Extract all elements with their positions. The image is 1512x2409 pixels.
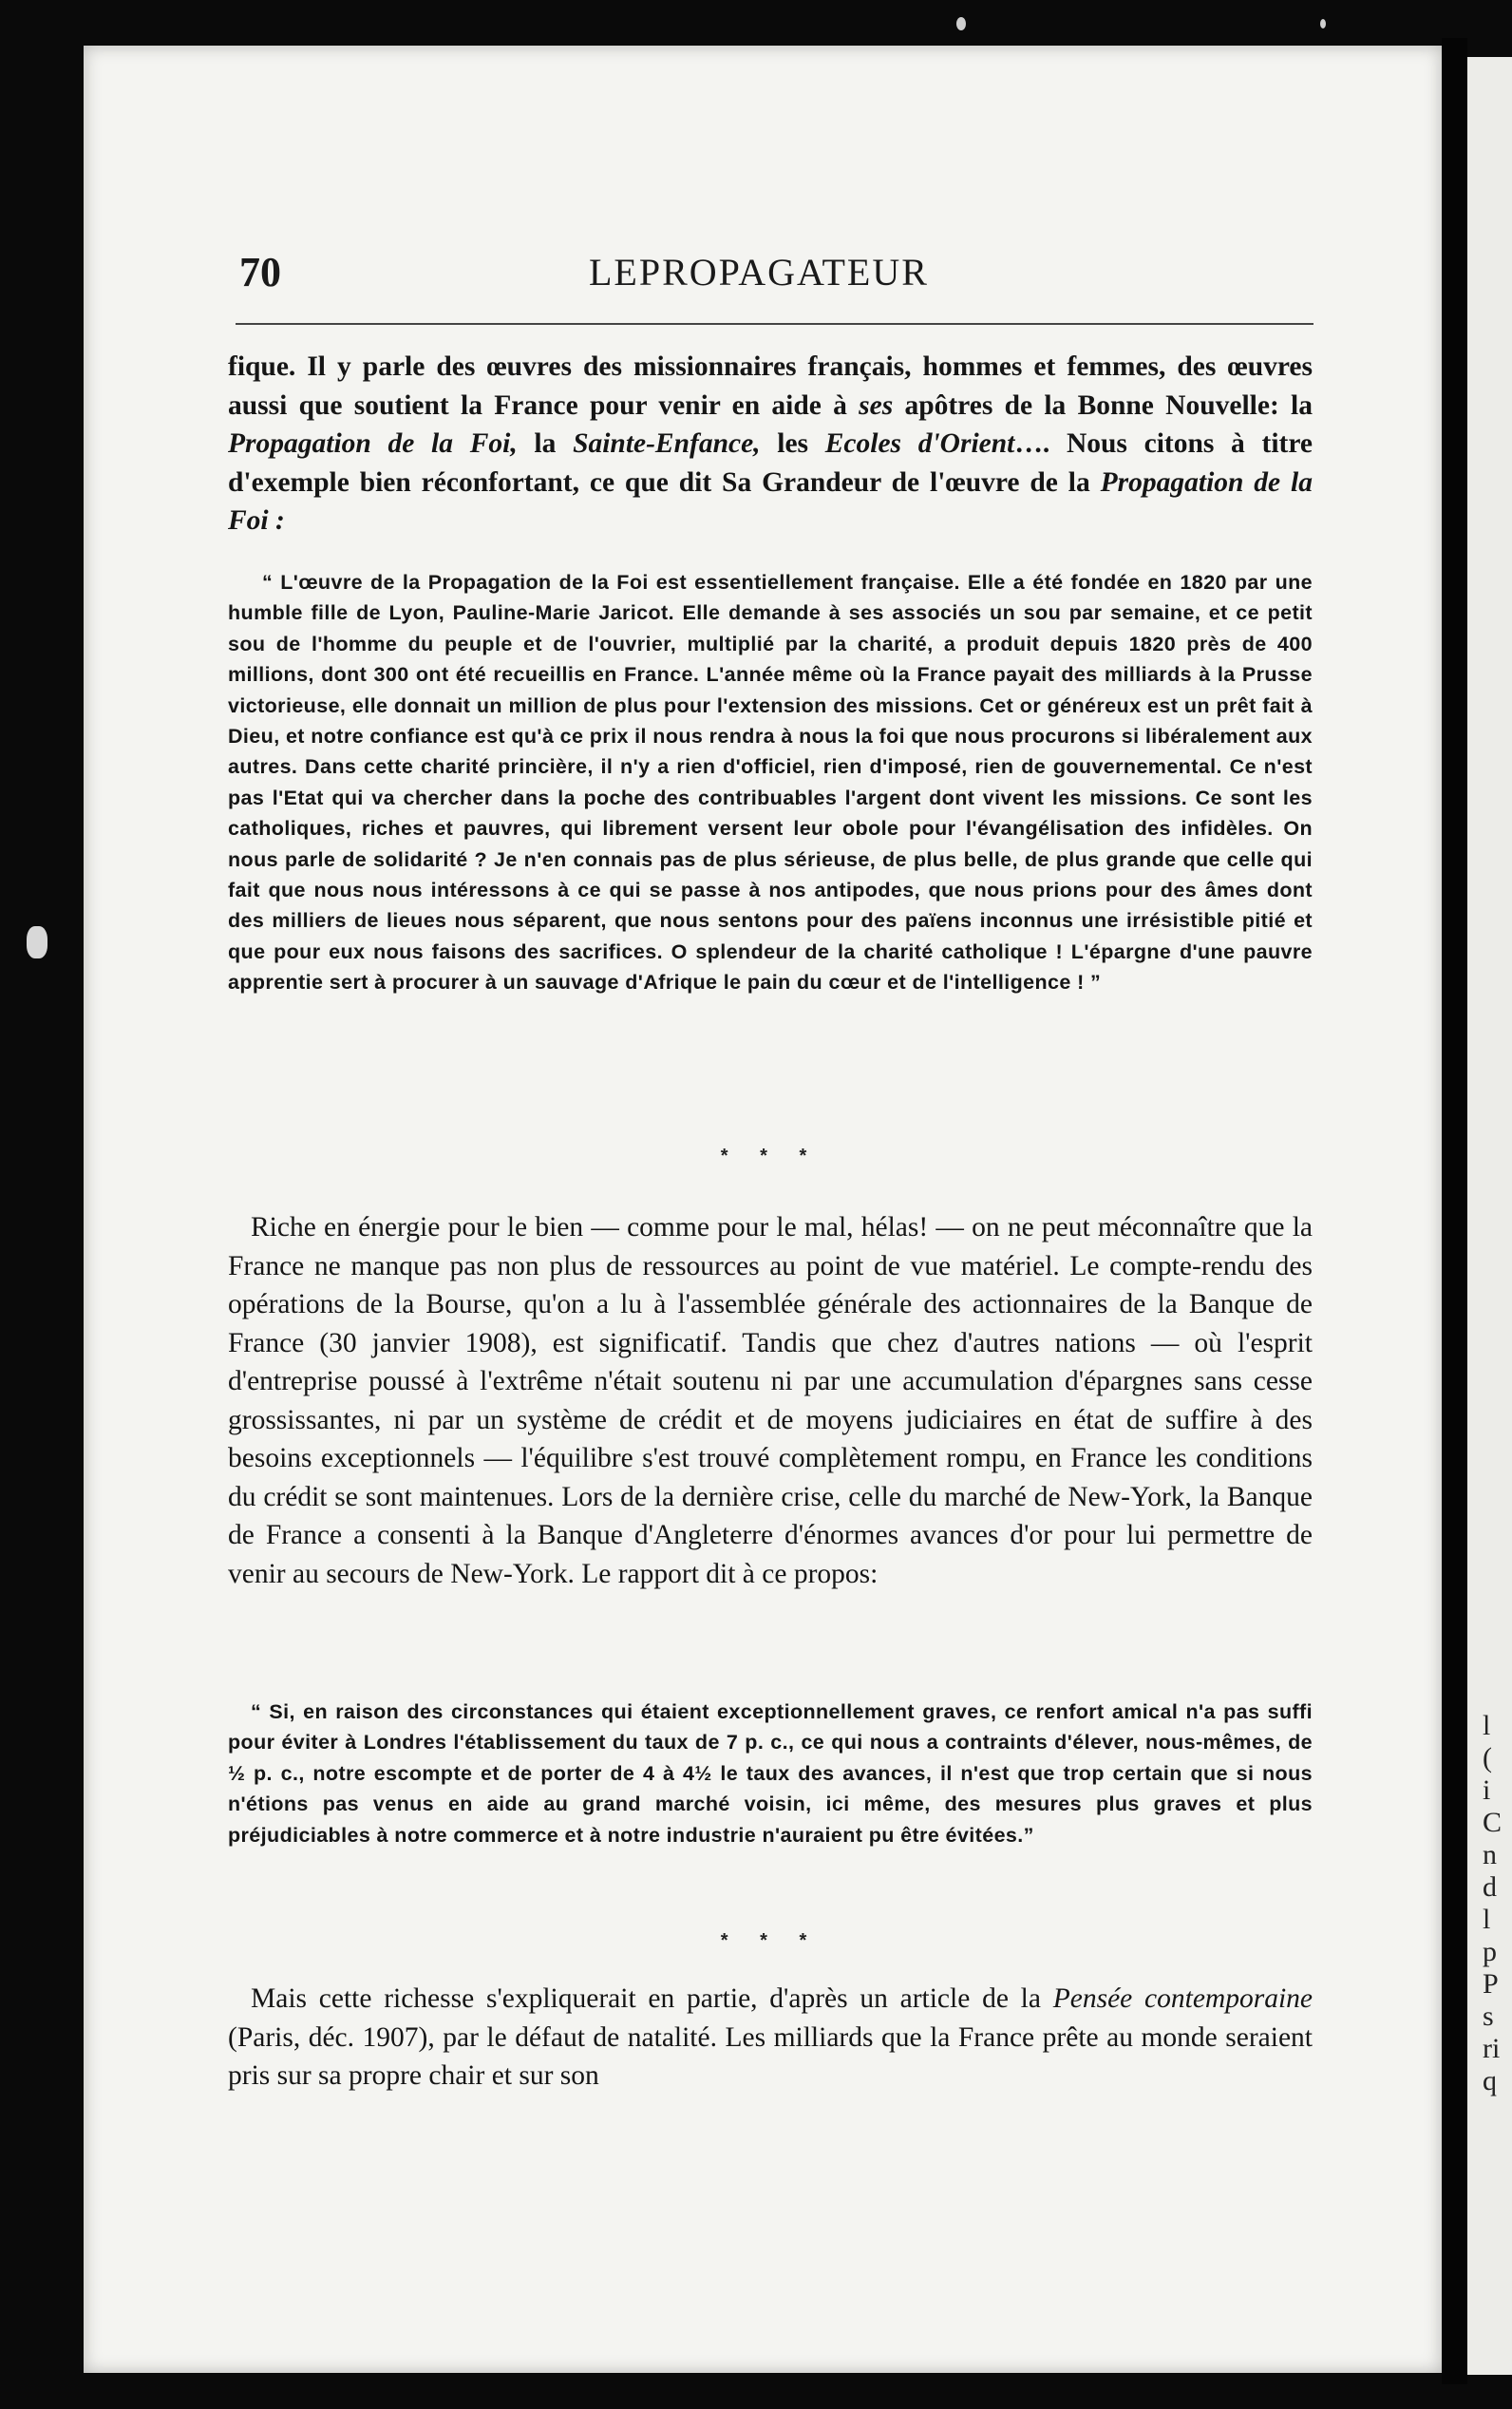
adjacent-page-fragment: P — [1483, 1968, 1499, 2000]
scan-speck — [27, 926, 47, 958]
adjacent-page-fragment: n — [1483, 1839, 1497, 1870]
adjacent-page-fragment: l — [1483, 1904, 1491, 1935]
adjacent-page-fragment: i — [1483, 1774, 1491, 1806]
text-span: apôtres de la Bonne Nouvelle: la — [893, 389, 1314, 421]
section-separator: * * * — [720, 1146, 821, 1167]
italic-span: Sainte-Enfance, — [573, 428, 761, 459]
text-span: (Paris, déc. 1907), par le défaut de natalité. Les milliards que la France prête au monde seraient pris sur sa propre chair et sur son — [228, 2021, 1313, 2091]
block-quote-rapport: “ Si, en raison des circonstances qui étaient exceptionnellement graves, ce renfort amical n'a pas suffi pour éviter à Londres l'établissement du taux de 7 p. c., ce qui nous a contraints d'élever, nous-mêmes, de ½ p. c., notre escompte et de porter de 4 à 4½ le taux des avances, il n'est que trop certain que si nous n'étions pas venus en aide au grand marché voisin, ici même, des mesures plus graves et plus préjudiciables à notre commerce et à notre industrie n'auraient pu être évitées.” — [228, 1700, 1313, 1847]
page-number: 70 — [239, 249, 281, 295]
running-title: LEPROPAGATEUR — [589, 251, 929, 294]
adjacent-page-fragment: ri — [1483, 2033, 1501, 2064]
text-span: la — [517, 428, 574, 459]
italic-span: Propagation de la Foi, — [228, 428, 518, 459]
text-span: Mais cette richesse s'expliquerait en partie, d'après un article de la — [251, 1983, 1053, 2014]
text-span: fique. Il y parle des œuvres des missionnaires français, hommes et femmes, des œuvres aussi que soutient la France pour venir en aide à — [228, 351, 1313, 421]
italic-span: ses — [859, 389, 894, 421]
scan-speck — [956, 17, 966, 30]
adjacent-page-fragment: p — [1483, 1936, 1497, 1967]
header-rule — [236, 323, 1314, 325]
adjacent-page-fragment: d — [1483, 1871, 1497, 1903]
italic-span: Propagation de la Foi : — [228, 466, 1313, 536]
block-quote-propagation: “ L'œuvre de la Propagation de la Foi est essentiellement française. Elle a été fondée en 1820 par une humble fille de Lyon, Pauline-Marie Jaricot. Elle demande à ses associés un sou par semaine, et ce petit sou de l'homme du peuple et de l'ouvrier, multiplié par la charité, a produit depuis 1820 près de 400 millions, dont 300 ont été recueillis en France. L'année même où la France payait des milliards à la Prusse victorieuse, elle donnait un million de plus pour l'extension des missions. Cet or généreux est un prêt fait à Dieu, et notre confiance est qu'à ce prix il nous rendra à nous la foi que nous procurons si libéralement aux autres. Dans cette charité princière, il n'y a rien d'officiel, rien d'imposé, rien de gouvernemental. Ce n'est pas l'Etat qui va chercher dans la poche des contribuables l'argent dont vivent les missions. Ce sont les catholiques, riches et pauvres, qui librement versent leur obole pour l'évangélisation des infidèles. On nous parle de solidarité ? Je n'en connais pas de plus sérieuse, de plus belle, de plus grande que celle qui fait que nous nous intéressons à ce qui se passe à nos antipodes, que nous prions pour des âmes dont des milliers de lieues nous séparent, que nous sentons pour des païens inconnus une irrésistible pitié et que pour eux nous faisons des sacrifices. O splendeur de la charité catholique ! L'épargne d'une pauvre apprentie sert à procurer à un sauvage d'Afrique le pain du cœur et de l'intelligence ! ” — [228, 571, 1313, 995]
page-gutter — [1442, 38, 1467, 2384]
paragraph-natalite — [228, 1980, 1313, 2096]
page-header — [152, 242, 1311, 299]
adjacent-page-fragment: ( — [1483, 1742, 1492, 1774]
paragraph-banque: Riche en énergie pour le bien — comme pour le mal, hélas! — on ne peut méconnaître que la France ne manque pas non plus de ressources au point de vue matériel. Le compte-rendu des opérations de la Bourse, qu'on a lu à l'assemblée générale des actionnaires de la Banque de France (30 janvier 1908), est significatif. Tandis que chez d'autres nations — où l'esprit d'entreprise poussé à l'extrême n'était soutenu ni par une accumulation d'épargnes sans cesse grossissantes, ni par un système de crédit et de moyens judiciaires en état de suffire à des besoins exceptionnels — l'équilibre s'est trouvé complètement rompu, en France les conditions du crédit se sont maintenues. Lors de la dernière crise, celle du marché de New-York, la Banque de France a consenti à la Banque d'Angleterre d'énormes avances d'or pour lui permettre de venir au secours de New-York. Le rapport dit à ce propos: — [228, 1212, 1313, 1589]
paragraph-intro — [228, 348, 1313, 541]
adjacent-page-fragment: l — [1483, 1710, 1491, 1741]
adjacent-page-fragment: q — [1483, 2065, 1497, 2096]
scan-speck — [1320, 19, 1326, 28]
adjacent-page-fragment: C — [1483, 1807, 1503, 1838]
text-span: les — [760, 428, 825, 459]
adjacent-page-fragment: s — [1483, 2001, 1494, 2032]
italic-span: Pensée contemporaine — [1052, 1983, 1313, 2014]
section-separator: * * * — [720, 1930, 821, 1951]
text-span: …. Nous citons à titre d'exemple bien réconfortant, ce que dit Sa Grandeur de l'œuvre de la — [228, 428, 1313, 498]
italic-span: Ecoles d'Orient — [824, 428, 1015, 459]
adjacent-page-edge — [1467, 57, 1512, 2375]
